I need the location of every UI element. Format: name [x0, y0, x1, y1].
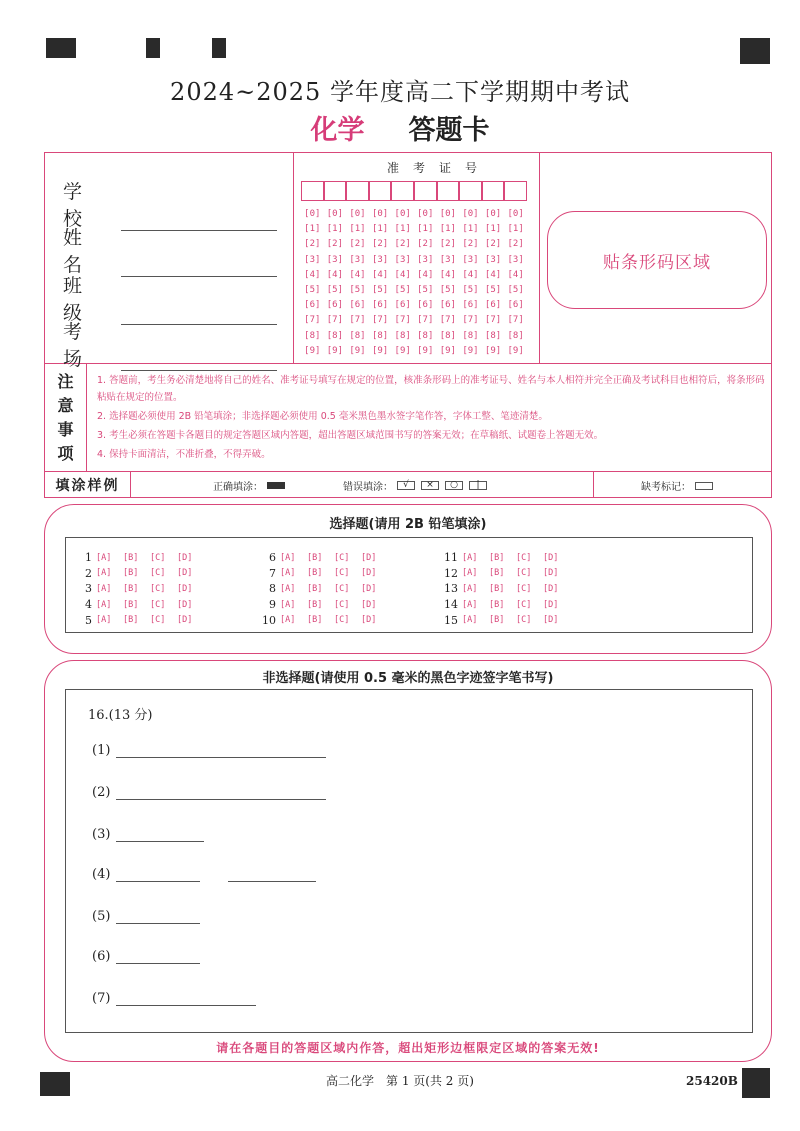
choice-answer-area [65, 537, 753, 633]
digit-bubble[interactable]: [9] [507, 345, 524, 356]
digit-bubble[interactable]: [0] [462, 209, 479, 219]
digit-bubble[interactable]: [2] [349, 239, 366, 250]
answer-line[interactable] [116, 948, 200, 964]
notes-label-char: 注 [57, 372, 74, 391]
digit-bubble[interactable]: [5] [462, 284, 479, 295]
question-number: 13 [444, 582, 458, 596]
part-label: (4) [92, 867, 111, 882]
digit-bubble[interactable]: [2] [507, 239, 524, 250]
digit-bubble[interactable]: [1] [507, 224, 524, 235]
question-row [260, 566, 388, 582]
question-column [76, 550, 204, 628]
option-bubble[interactable]: [D] [177, 583, 193, 594]
digit-bubble[interactable]: [3] [439, 254, 456, 265]
question-row [260, 550, 388, 566]
digit-bubble[interactable]: [6] [462, 300, 479, 311]
digit-bubble[interactable]: [9] [417, 345, 434, 356]
digit-bubble[interactable]: [6] [417, 300, 434, 311]
digit-bubble[interactable]: [2] [371, 239, 389, 250]
digit-bubble[interactable]: [8] [394, 330, 411, 341]
digit-bubble[interactable]: [0] [371, 209, 389, 219]
digit-bubble[interactable]: [0] [304, 209, 321, 219]
question-number: 4 [85, 598, 92, 612]
digit-bubble[interactable]: [1] [326, 224, 344, 235]
page-subtitle [0, 108, 800, 147]
option-bubble[interactable]: [C] [516, 552, 532, 563]
digit-bubble[interactable]: [3] [507, 254, 524, 265]
option-bubble[interactable]: [D] [177, 568, 193, 579]
option-bubble[interactable]: [C] [334, 583, 350, 594]
question-row [260, 612, 388, 628]
digit-bubble[interactable]: [1] [371, 224, 389, 235]
digit-bubble[interactable]: [5] [371, 284, 389, 295]
question-column [442, 550, 570, 628]
digit-row [301, 237, 527, 252]
digit-bubble[interactable]: [3] [349, 254, 366, 265]
answer-area-warning: 请在各题目的答题区域内作答，超出矩形边框限定区域的答案无效! [216, 1041, 600, 1055]
option-bubble[interactable]: [B] [307, 568, 323, 579]
part-label: (1) [92, 743, 111, 758]
option-bubble[interactable]: [B] [307, 583, 323, 594]
question-number: 10 [262, 613, 276, 627]
digit-bubble[interactable]: [3] [394, 254, 411, 265]
alignment-mark [740, 38, 770, 64]
option-bubble[interactable]: [A] [280, 615, 296, 626]
option-bubble[interactable]: [B] [307, 599, 323, 610]
digit-bubble[interactable]: [3] [417, 254, 434, 265]
digit-bubble[interactable]: [7] [326, 315, 344, 326]
digit-row [301, 298, 527, 313]
nonchoice-section [44, 660, 772, 1062]
check-mark-icon: √ [397, 481, 415, 490]
page-title: 2024~2025 学年度高二下学期期中考试 [170, 78, 630, 106]
digit-bubble[interactable]: [9] [439, 345, 456, 356]
option-bubble[interactable]: [B] [489, 568, 505, 579]
digit-bubble[interactable]: [9] [371, 345, 389, 356]
id-cell[interactable] [504, 181, 527, 201]
digit-bubble[interactable]: [4] [394, 269, 411, 280]
digit-row [301, 207, 527, 222]
question-number: 2 [85, 566, 92, 580]
digit-bubble[interactable]: [0] [326, 209, 344, 219]
option-bubble[interactable]: [D] [361, 615, 377, 626]
digit-bubble[interactable]: [5] [439, 284, 456, 295]
digit-bubble[interactable]: [7] [439, 315, 456, 326]
bar-mark-icon: | [469, 481, 487, 490]
absent-mark [641, 478, 713, 493]
answer-part-6 [92, 948, 200, 964]
notes-label-char: 事 [57, 420, 74, 439]
nonchoice-answer-area [65, 689, 753, 1033]
note-item: 2. 选择题必须使用 2B 铅笔填涂；非选择题必须使用 0.5 毫米黑色墨水签字笔作答，字体工整、笔迹清楚。 [97, 411, 548, 422]
digit-bubble[interactable]: [0] [417, 209, 434, 219]
digit-bubble[interactable]: [4] [507, 269, 524, 280]
option-bubble[interactable]: [A] [96, 583, 112, 594]
digit-row [301, 222, 527, 237]
digit-bubble[interactable]: [4] [417, 269, 434, 280]
digit-bubble[interactable]: [2] [304, 239, 321, 250]
option-bubble[interactable]: [A] [96, 599, 112, 610]
digit-row [301, 283, 527, 298]
notes-label [45, 364, 87, 472]
option-bubble[interactable]: [C] [334, 599, 350, 610]
digit-bubble[interactable]: [1] [484, 224, 502, 235]
digit-bubble[interactable]: [9] [326, 345, 344, 356]
option-bubble[interactable]: [C] [334, 615, 350, 626]
answer-part-4 [92, 866, 316, 882]
field-label: 姓名 [63, 227, 99, 276]
digit-bubble[interactable]: [7] [304, 315, 321, 326]
option-bubble[interactable]: [A] [280, 552, 296, 563]
question-row [442, 581, 570, 597]
field-label: 考场 [63, 321, 99, 370]
id-cell[interactable] [391, 181, 414, 201]
option-bubble[interactable]: [B] [123, 552, 139, 563]
digit-bubble[interactable]: [6] [326, 300, 344, 311]
answer-line[interactable] [116, 866, 200, 882]
id-cell[interactable] [301, 181, 324, 201]
option-bubble[interactable]: [A] [462, 599, 478, 610]
question-number: 1 [85, 551, 92, 565]
option-bubble[interactable]: [D] [361, 599, 377, 610]
field-name [63, 223, 277, 277]
digit-bubble[interactable]: [8] [462, 330, 479, 341]
question-row [76, 597, 204, 613]
digit-bubble[interactable]: [1] [349, 224, 366, 235]
option-bubble[interactable]: [C] [516, 583, 532, 594]
option-bubble[interactable]: [D] [543, 583, 559, 594]
digit-bubble[interactable]: [9] [304, 345, 321, 356]
digit-bubble[interactable]: [2] [326, 239, 344, 250]
option-bubble[interactable]: [D] [361, 568, 377, 579]
alignment-mark [146, 38, 160, 58]
option-bubble[interactable]: [C] [334, 552, 350, 563]
digit-bubble[interactable]: [6] [304, 300, 321, 311]
option-bubble[interactable]: [A] [280, 599, 296, 610]
question-row [260, 597, 388, 613]
answer-line[interactable] [116, 908, 200, 924]
answer-part-7 [92, 990, 256, 1006]
digit-bubble[interactable]: [7] [484, 315, 502, 326]
digit-bubble[interactable]: [2] [417, 239, 434, 250]
part-label: (5) [92, 909, 111, 924]
digit-bubble[interactable]: [8] [349, 330, 366, 341]
digit-bubble[interactable]: [3] [304, 254, 321, 265]
digit-bubble[interactable]: [9] [484, 345, 502, 356]
digit-bubble[interactable]: [3] [462, 254, 479, 265]
option-bubble[interactable]: [D] [361, 583, 377, 594]
digit-row [301, 253, 527, 268]
id-cell[interactable] [369, 181, 392, 201]
exam-id-cells [301, 181, 527, 201]
fill-example-box [44, 472, 772, 498]
digit-bubble[interactable]: [9] [349, 345, 366, 356]
question-row [442, 550, 570, 566]
answer-part-5 [92, 908, 200, 924]
digit-bubble[interactable]: [1] [439, 224, 456, 235]
part-label: (7) [92, 991, 111, 1006]
digit-bubble[interactable]: [5] [394, 284, 411, 295]
choice-section [44, 504, 772, 654]
digit-bubble[interactable]: [6] [371, 300, 389, 311]
option-bubble[interactable]: [D] [177, 552, 193, 563]
notes-box [44, 364, 772, 472]
alignment-mark [46, 38, 76, 58]
digit-bubble[interactable]: [4] [462, 269, 479, 280]
digit-bubble[interactable]: [8] [484, 330, 502, 341]
digit-bubble[interactable]: [5] [484, 284, 502, 295]
digit-bubble[interactable]: [5] [417, 284, 434, 295]
id-cell[interactable] [459, 181, 482, 201]
digit-bubble[interactable]: [7] [507, 315, 524, 326]
option-bubble[interactable]: [D] [177, 599, 193, 610]
option-bubble[interactable]: [A] [462, 568, 478, 579]
alignment-mark [212, 38, 226, 58]
question-number: 3 [85, 582, 92, 596]
digit-bubble[interactable]: [0] [349, 209, 366, 219]
question-number: 11 [444, 551, 458, 565]
id-cell[interactable] [482, 181, 505, 201]
answer-line[interactable] [228, 866, 316, 882]
digit-bubble[interactable]: [1] [417, 224, 434, 235]
digit-bubble[interactable]: [6] [484, 300, 502, 311]
cross-mark-icon: × [421, 481, 439, 490]
digit-bubble[interactable]: [0] [507, 209, 524, 219]
digit-bubble[interactable]: [4] [439, 269, 456, 280]
digit-bubble[interactable]: [9] [394, 345, 411, 356]
card-name: 答题卡 [408, 115, 490, 146]
id-cell[interactable] [437, 181, 460, 201]
subject-name: 化学 [310, 115, 365, 146]
option-bubble[interactable]: [B] [307, 552, 323, 563]
answer-part-2 [92, 784, 326, 800]
digit-bubble[interactable]: [6] [439, 300, 456, 311]
paper-code: 25420B [686, 1074, 738, 1088]
filled-bubble-icon [267, 482, 285, 489]
question-row [76, 612, 204, 628]
question-number: 12 [444, 566, 458, 580]
option-bubble[interactable]: [A] [280, 583, 296, 594]
digit-bubble[interactable]: [1] [394, 224, 411, 235]
answer-part-3 [92, 826, 204, 842]
answer-part-1 [92, 742, 326, 758]
option-bubble[interactable]: [A] [280, 568, 296, 579]
option-bubble[interactable]: [A] [462, 615, 478, 626]
notes-label-char: 意 [57, 396, 74, 415]
option-bubble[interactable]: [B] [123, 568, 139, 579]
page-footer: 高二化学 第 1 页(共 2 页) [326, 1074, 474, 1088]
option-bubble[interactable]: [B] [489, 552, 505, 563]
note-item: 3. 考生必须在答题卡各题目的规定答题区域内答题，超出答题区域范围书写的答案无效；在草稿纸、试题卷上答题无效。 [97, 430, 604, 441]
field-label: 班级 [63, 275, 99, 324]
note-item: 1. 答题前，考生务必清楚地将自己的姓名、准考证号填写在规定的位置，核准条形码上的准考证号、姓名与本人相符并完全正确及考试科目也相符后，将条形码粘贴在规定的位置。 [97, 375, 765, 403]
digit-bubble[interactable]: [8] [417, 330, 434, 341]
question-row [442, 566, 570, 582]
question-number: 5 [85, 613, 92, 627]
question-row [76, 550, 204, 566]
part-label: (3) [92, 827, 111, 842]
option-bubble[interactable]: [C] [150, 615, 166, 626]
exam-id-title: 准考证号 [386, 161, 491, 175]
answer-line[interactable] [116, 990, 256, 1006]
digit-bubble[interactable]: [1] [304, 224, 321, 235]
choice-section-title: 选择题(请用 2B 铅笔填涂) [329, 517, 487, 532]
question-number: 8 [269, 582, 276, 596]
option-bubble[interactable]: [B] [123, 583, 139, 594]
digit-bubble[interactable]: [7] [417, 315, 434, 326]
wrong-fill-marks [397, 481, 487, 490]
digit-bubble[interactable]: [8] [326, 330, 344, 341]
question-number: 15 [444, 613, 458, 627]
question-number: 7 [269, 566, 276, 580]
digit-bubble[interactable]: [5] [507, 284, 524, 295]
part-label: (6) [92, 949, 111, 964]
absent-checkbox[interactable] [695, 482, 713, 490]
option-bubble[interactable]: [D] [543, 599, 559, 610]
digit-bubble[interactable]: [2] [394, 239, 411, 250]
exam-id-bubble-grid [301, 207, 527, 359]
question-16-header: 16.(13 分) [88, 708, 153, 723]
digit-bubble[interactable]: [0] [484, 209, 502, 219]
digit-bubble[interactable]: [6] [349, 300, 366, 311]
id-cell[interactable] [414, 181, 437, 201]
digit-bubble[interactable]: [4] [371, 269, 389, 280]
digit-row [301, 344, 527, 359]
option-bubble[interactable]: [C] [334, 568, 350, 579]
option-bubble[interactable]: [C] [516, 599, 532, 610]
digit-row [301, 329, 527, 344]
student-info-box [44, 152, 772, 370]
option-bubble[interactable]: [D] [543, 568, 559, 579]
digit-bubble[interactable]: [3] [484, 254, 502, 265]
question-row [76, 581, 204, 597]
digit-bubble[interactable]: [7] [462, 315, 479, 326]
digit-bubble[interactable]: [0] [439, 209, 456, 219]
note-item: 4. 保持卡面清洁，不准折叠，不得弄破。 [97, 449, 271, 460]
option-bubble[interactable]: [D] [543, 552, 559, 563]
option-bubble[interactable]: [A] [462, 583, 478, 594]
digit-bubble[interactable]: [6] [507, 300, 524, 311]
digit-bubble[interactable]: [4] [484, 269, 502, 280]
digit-bubble[interactable]: [8] [507, 330, 524, 341]
question-column [260, 550, 388, 628]
option-bubble[interactable]: [A] [96, 615, 112, 626]
question-number: 14 [444, 598, 458, 612]
digit-bubble[interactable]: [2] [462, 239, 479, 250]
digit-row [301, 268, 527, 283]
option-bubble[interactable]: [C] [516, 615, 532, 626]
nonchoice-section-title: 非选择题(请使用 0.5 毫米的黑色字迹签字笔书写) [262, 671, 554, 686]
digit-bubble[interactable]: [9] [462, 345, 479, 356]
digit-bubble[interactable]: [6] [394, 300, 411, 311]
option-bubble[interactable]: [A] [96, 552, 112, 563]
question-row [442, 612, 570, 628]
notes-label-char: 项 [57, 444, 74, 463]
id-cell[interactable] [324, 181, 347, 201]
option-bubble[interactable]: [D] [543, 615, 559, 626]
wrong-fill [343, 478, 487, 493]
option-bubble[interactable]: [A] [462, 552, 478, 563]
digit-bubble[interactable]: [4] [326, 269, 344, 280]
option-bubble[interactable]: [C] [516, 568, 532, 579]
question-number: 9 [269, 598, 276, 612]
digit-bubble[interactable]: [2] [484, 239, 502, 250]
digit-bubble[interactable]: [8] [439, 330, 456, 341]
digit-bubble[interactable]: [0] [394, 209, 411, 219]
question-row [260, 581, 388, 597]
digit-bubble[interactable]: [7] [349, 315, 366, 326]
option-bubble[interactable]: [D] [177, 615, 193, 626]
notes-text [97, 372, 765, 465]
option-bubble[interactable]: [C] [150, 583, 166, 594]
answer-line[interactable] [116, 826, 204, 842]
option-bubble[interactable]: [B] [489, 583, 505, 594]
question-number: 6 [269, 551, 276, 565]
barcode-area: 贴条形码区域 [547, 211, 767, 309]
digit-bubble[interactable]: [3] [326, 254, 344, 265]
circle-mark-icon: ○ [445, 481, 463, 490]
digit-bubble[interactable]: [7] [394, 315, 411, 326]
digit-bubble[interactable]: [4] [349, 269, 366, 280]
digit-bubble[interactable]: [4] [304, 269, 321, 280]
digit-bubble[interactable]: [5] [349, 284, 366, 295]
digit-bubble[interactable]: [5] [304, 284, 321, 295]
digit-bubble[interactable]: [8] [304, 330, 321, 341]
correct-fill-label: 正确填涂： [213, 482, 263, 493]
digit-bubble[interactable]: [5] [326, 284, 344, 295]
wrong-fill-label: 错误填涂： [343, 482, 393, 493]
option-bubble[interactable]: [B] [489, 599, 505, 610]
field-room [63, 317, 277, 371]
digit-row [301, 313, 527, 328]
answer-line[interactable] [116, 784, 326, 800]
part-label: (2) [92, 785, 111, 800]
option-bubble[interactable]: [B] [123, 615, 139, 626]
digit-bubble[interactable]: [7] [371, 315, 389, 326]
id-cell[interactable] [346, 181, 369, 201]
option-bubble[interactable]: [A] [96, 568, 112, 579]
digit-bubble[interactable]: [8] [371, 330, 389, 341]
option-bubble[interactable]: [D] [361, 552, 377, 563]
fill-example-label: 填涂样例 [45, 472, 131, 497]
option-bubble[interactable]: [B] [123, 599, 139, 610]
question-row [442, 597, 570, 613]
option-bubble[interactable]: [C] [150, 599, 166, 610]
correct-fill [213, 478, 285, 493]
option-bubble[interactable]: [B] [489, 615, 505, 626]
digit-bubble[interactable]: [2] [439, 239, 456, 250]
option-bubble[interactable]: [C] [150, 568, 166, 579]
digit-bubble[interactable]: [1] [462, 224, 479, 235]
field-label: 学校 [63, 181, 99, 230]
answer-line[interactable] [116, 742, 326, 758]
option-bubble[interactable]: [B] [307, 615, 323, 626]
option-bubble[interactable]: [C] [150, 552, 166, 563]
digit-bubble[interactable]: [3] [371, 254, 389, 265]
absent-mark-label: 缺考标记： [641, 482, 691, 493]
question-row [76, 566, 204, 582]
